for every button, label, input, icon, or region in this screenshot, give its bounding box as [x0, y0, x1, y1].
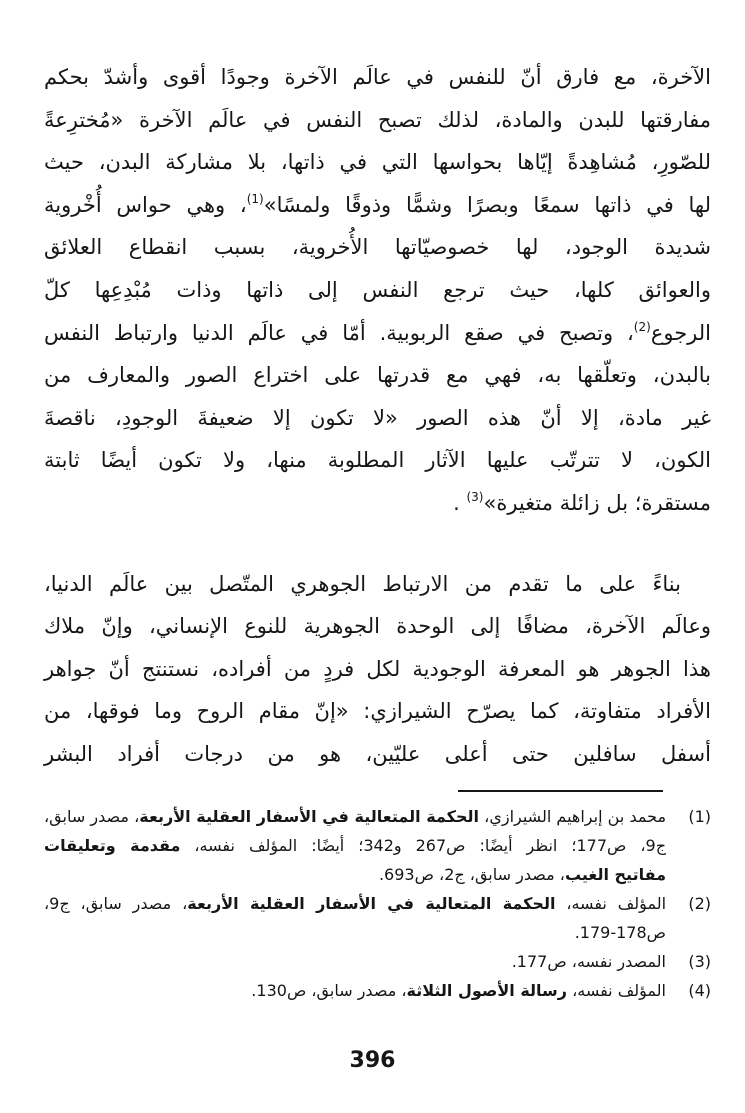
footnote-text: [44, 889, 666, 947]
text-line: [44, 397, 711, 440]
text-run: شديدة الوجود، لها خصوصيّاتها الأُخروية، بسبب انقطاع العلائق: [44, 235, 711, 260]
text-run: المصدر نفسه، ص177.: [511, 952, 666, 971]
text-run: المؤلف نفسه،: [566, 981, 666, 1000]
paragraph-2: [44, 563, 711, 776]
text-run: غير مادة، إلا أنّ هذه الصور «لا تكون إلا ضعيفةَ الوجودِ، ناقصةَ: [44, 405, 711, 430]
footnote-label: (1): [688, 807, 711, 826]
footnote-line: [44, 947, 666, 976]
footnote-entry: [44, 976, 711, 1005]
footnote-line: [44, 889, 666, 918]
footnote-label: (3): [688, 952, 711, 971]
text-run: محمد بن إبراهيم الشيرازي،: [479, 807, 667, 826]
text-line: [44, 482, 711, 525]
footnote-text: [44, 976, 666, 1005]
text-run: ، مصدر سابق، ص130.: [251, 981, 407, 1000]
footnote-label: (4): [688, 981, 711, 1000]
footnote-text: [44, 947, 666, 976]
text-run: ص178-179.: [574, 923, 666, 942]
book-title: مقدمة وتعليقات: [44, 836, 181, 855]
text-run: بالبدن، وتعلّقها به، فهي مع قدرتها على اختراع الصور والمعارف من: [44, 363, 711, 388]
footnote-entry: [44, 947, 711, 976]
text-run: هذا الجوهر هو المعرفة الوجودية لكل فردٍ من أفراده، نستنتج أنّ جواهر: [44, 656, 711, 681]
footnote-ref: (3): [466, 489, 484, 504]
text-run: ، مصدر سابق، ج2، ص693.: [378, 865, 565, 884]
footnote-line: [44, 860, 666, 889]
footnote-ref: (2): [633, 319, 651, 334]
text-run: لها في ذاتها سمعًا وبصرًا وشمًّا وذوقًا ولمسًا»: [263, 192, 711, 217]
book-title: مفاتيح الغيب: [564, 865, 666, 884]
footnote-separator-rule: [458, 790, 663, 792]
text-line: [44, 690, 711, 733]
footnote-line: [44, 802, 666, 831]
text-line: [44, 733, 711, 776]
text-run: والعوائق كلها، حيث ترجع النفس إلى ذاتها وذات مُبْدِعِها كلّ: [44, 277, 711, 302]
text-line: [44, 269, 711, 312]
footnote-text: [44, 802, 666, 889]
footnote-entry: [44, 802, 711, 889]
text-run: ، وتصبح في صقع الربوبية. أمّا في عالَم الدنيا وارتباط النفس: [44, 320, 634, 345]
text-line: [44, 99, 711, 142]
text-line: [44, 563, 711, 606]
text-line: [44, 141, 711, 184]
body-text: [44, 56, 711, 776]
text-run: ، وهي حواس أُخْروية: [44, 192, 247, 217]
footnote-label: (2): [688, 894, 711, 913]
text-run: ج9، ص177؛ انظر أيضًا: ص267 و342؛ أيضًا: المؤلف نفسه،: [180, 836, 667, 855]
text-run: بناءً على ما تقدم من الارتباط الجوهري المتّصل بين عالَم الدنيا،: [44, 571, 681, 596]
footnote-section: [44, 790, 711, 1005]
text-run: ، مصدر سابق،: [44, 807, 140, 826]
text-run: المؤلف نفسه،: [555, 894, 667, 913]
text-run: للصّورِ، مُشاهِدةً إيّاها بحواسها التي في ذاتها، بلا مشاركة البدن، حيث: [44, 150, 711, 175]
text-line: [44, 439, 711, 482]
text-run: مستقرة؛ بل زائلة متغيرة»: [483, 490, 711, 515]
page-number: 396: [349, 1048, 396, 1073]
text-line: [44, 184, 711, 227]
text-line: [44, 648, 711, 691]
book-title: رسالة الأصول الثلاثة: [406, 981, 567, 1000]
text-line: [44, 226, 711, 269]
text-run: .: [453, 490, 467, 515]
text-line: [44, 354, 711, 397]
book-title: الحكمة المتعالية في الأسفار العقلية الأربعة: [139, 807, 479, 826]
text-run: ، مصدر سابق، ج9،: [44, 894, 188, 913]
footnote-line: [44, 831, 666, 860]
text-line: [44, 312, 711, 355]
text-run: أسفل سافلين حتى أعلى عليّين، هو من درجات أفراد البشر: [44, 741, 711, 766]
footnote-line: [44, 918, 666, 947]
text-run: الرجوع: [650, 320, 711, 345]
footnote-entry: [44, 889, 711, 947]
footnote-list: [44, 802, 711, 1005]
text-run: مفارقتها للبدن والمادة، لذلك تصبح النفس في عالَم الآخرة «مُخترِعةً: [44, 107, 711, 132]
text-run: الآخرة، مع فارق أنّ للنفس في عالَم الآخرة وجودًا أقوى وأشدّ بحكم: [44, 65, 711, 89]
text-line: [44, 605, 711, 648]
text-run: الأفراد متفاوتة، كما يصرّح الشيرازي: «إنّ مقام الروح وما فوقها، من: [44, 699, 711, 724]
text-run: الكون، لا تترتّب عليها الآثار المطلوبة منها، ولا تكون أيضًا ثابتة: [44, 448, 711, 473]
footnote-ref: (1): [246, 191, 264, 206]
text-line: [44, 56, 711, 99]
footnote-line: [44, 976, 666, 1005]
text-run: وعالَم الآخرة، مضافًا إلى الوحدة الجوهرية للنوع الإنساني، وإنّ ملاك: [44, 614, 711, 639]
book-title: الحكمة المتعالية في الأسفار العقلية الأربعة: [187, 894, 556, 913]
paragraph-1: [44, 56, 711, 525]
